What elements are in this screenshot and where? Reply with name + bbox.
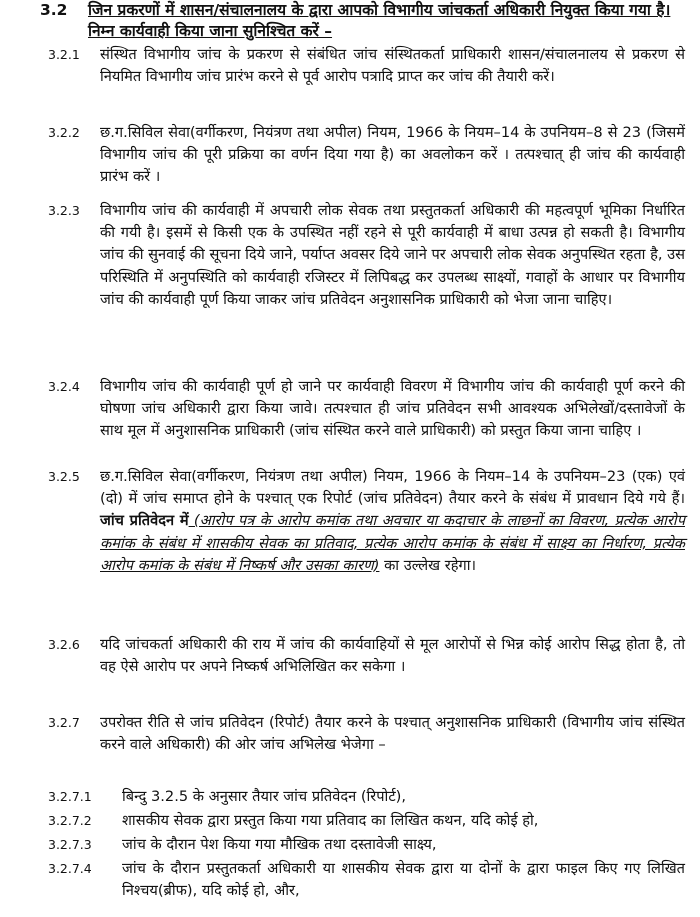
paragraph-number: 3.2.7.3 [48, 837, 92, 852]
paragraph-text-b: का उल्लेख रहेगा। [379, 556, 476, 574]
section-title: जिन प्रकरणों में शासन/संचालनालय के द्वारा आपको विभागीय जांचकर्ता अधिकारी नियुक्त किया गया है। निम्न कार्यवाही किया जाना सुनिश्चित करें – [88, 1, 671, 40]
paragraph-number: 3.2.1 [48, 47, 80, 62]
paragraph-number: 3.2.3 [48, 203, 80, 218]
paragraph-text-a: छ.ग.सिविल सेवा(वर्गीकरण, नियंत्रण तथा अपील) नियम, 1966 के नियम–14 के उपनियम–23 (एक) एवं (दो) में जांच समाप्त होने के पश्चात् एक रिपोर्ट (जांच प्रतिवेदन) तैयार करने के संबंध में प्रावधान दिये गये हैं। [100, 468, 685, 508]
paragraph-number: 3.2.7.1 [48, 789, 92, 804]
paragraph-text: उपरोक्त रीति से जांच प्रतिवेदन (रिपोर्ट) तैयार करने के पश्चात् अनुशासनिक प्राधिकारी (विभागीय जांच संस्थित करने वाले अधिकारी) की ओर जांच अभिलेख भेजेगा – [100, 714, 685, 754]
paragraph-text: यदि जांचकर्ता अधिकारी की राय में जांच की कार्यवाहियों से मूल आरोपों से भिन्न कोई आरोप सिद्ध होता है, तो वह ऐसे आरोप पर अपने निष्कर्ष अभिलिखित कर सकेगा । [100, 636, 685, 676]
paragraph-number: 3.2.7.4 [48, 861, 92, 876]
paragraph-text: संस्थित विभागीय जांच के प्रकरण से संबंधित जांच संस्थितकर्ता प्राधिकारी शासन/संचालनालय से प्रकरण से नियमित विभागीय जांच प्रारंभ करने से पूर्व आरोप पत्रादि प्राप्त कर जांच की तैयारी करें। [100, 46, 685, 86]
paragraph-text: जांच के दौरान पेश किया गया मौखिक तथा दस्तावेजी साक्ष्य, [122, 836, 437, 853]
paragraph-number: 3.2.2 [48, 125, 80, 140]
paragraph-text: विभागीय जांच की कार्यवाही पूर्ण हो जाने पर कार्यवाही विवरण में विभागीय जांच की कार्यवाही पूर्ण करने की घोषणा जांच अधिकारी द्वारा किया जावे। तत्पश्चात ही जांच प्रतिवेदन सभी आवश्यक अभिलेखों/दस्तावेजों के साथ मूल में अनुशासनिक प्राधिकारी (जांच संस्थित करने वाले प्राधिकारी) को प्रस्तुत किया जाना चाहिए । [100, 378, 685, 440]
paragraph-text [100, 466, 685, 577]
paragraph-text: जांच के दौरान प्रस्तुतकर्ता अधिकारी या शासकीय सेवक द्वारा या दोनों के द्वारा फाइल किए गए लिखित निश्चय(ब्रीफ), यदि कोई हो, और, [122, 860, 685, 900]
section-number: 3.2 [40, 1, 68, 19]
paragraph-number: 3.2.5 [48, 469, 80, 484]
handwritten-underline-note: (आरोप पत्र के आरोप कमांक तथा अवचार या कदाचार के लाछनों का विवरण, प्रत्येक आरोप कमांक के संबंध में शासकीय सेवक का प्रतिवाद, प्रत्येक आरोप कमांक के संबंध में साक्ष्य का निर्धारण, प्रत्येक आरोप कमांक के संबंध में निष्कर्ष और उसका कारण) [100, 512, 686, 574]
paragraph-number: 3.2.4 [48, 379, 80, 394]
paragraph-number: 3.2.6 [48, 637, 80, 652]
paragraph-number: 3.2.7 [48, 715, 80, 730]
paragraph-text: छ.ग.सिविल सेवा(वर्गीकरण, नियंत्रण तथा अपील) नियम, 1966 के नियम–14 के उपनियम–8 से 23 (जिसमें विभागीय जांच की पूरी प्रक्रिया का वर्णन दिया गया है) का अवलोकन करें । तत्पश्चात् ही जांच की कार्यवाही प्रारंभ करें । [100, 124, 685, 186]
paragraph-text: शासकीय सेवक द्वारा प्रस्तुत किया गया प्रतिवाद का लिखित कथन, यदि कोई हो, [122, 812, 539, 829]
report-emphasis: जांच प्रतिवेदन में [100, 512, 189, 530]
paragraph-text: विभागीय जांच की कार्यवाही में अपचारी लोक सेवक तथा प्रस्तुतकर्ता अधिकारी की महत्वपूर्ण भूमिका निर्धारित की गयी है। इसमें से किसी एक के उपस्थित नहीं रहने से पूरी कार्यवाही में बाधा उत्पन्न हो सकती है। विभागीय जांच की सुनवाई की सूचना दिये जाने, पर्याप्त अवसर दिये जाने पर अपचारी लोक सेवक अनुपस्थित रहता है, उस परिस्थिति में अनुपस्थिति को कार्यवाही रजिस्टर में लिपिबद्ध कर उपलब्ध साक्ष्यों, गवाहों के आधार पर विभागीय जांच की कार्यवाही पूर्ण किया जाकर जांच प्रतिवेदन अनुशासनिक प्राधिकारी को भेजा जाना चाहिए। [100, 202, 685, 308]
paragraph-number: 3.2.7.2 [48, 813, 92, 828]
paragraph-text: बिन्दु 3.2.5 के अनुसार तैयार जांच प्रतिवेदन (रिपोर्ट), [122, 788, 407, 805]
